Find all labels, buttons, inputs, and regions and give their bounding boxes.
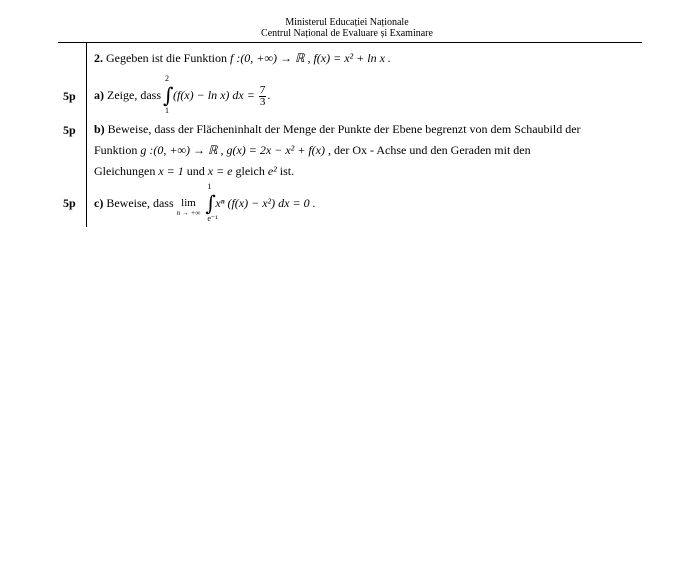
item-c-text: Beweise, dass [106, 196, 174, 210]
item-b-gleich: gleich [235, 164, 265, 178]
header-rule [58, 42, 642, 43]
item-c-points: 5p [63, 196, 76, 210]
item-b-points: 5p [63, 123, 76, 137]
item-a-text: Zeige, dass [107, 88, 161, 102]
limit-expression [177, 198, 201, 218]
column-divider-2 [86, 73, 87, 117]
item-b-e-squared: e² [267, 164, 277, 178]
item-c-label: c) [94, 196, 104, 210]
item-b-und: und [186, 164, 205, 178]
problem-intro [94, 51, 638, 65]
item-a-label: a) [94, 88, 104, 102]
item-b-ist: ist. [279, 164, 295, 178]
item-b-content [94, 119, 638, 182]
item-b-line2-rest: der Ox - Achse und den Geraden mit den [334, 143, 531, 157]
item-b-text1: Beweise, dass der Flächeninhalt der Menge der Punkte der Ebene begrenzt von dem Schaubild der [107, 122, 581, 136]
item-a-period: . [267, 88, 271, 102]
item-c-content [94, 182, 638, 224]
integral-lower-bound: 1 [164, 106, 169, 116]
lim-subscript: n → +∞ [176, 209, 201, 218]
item-a-fraction [259, 85, 267, 108]
item-a-integrand: (f(x) − ln x) dx = [172, 88, 255, 102]
item-b-x-equals-e: x = e [207, 164, 233, 178]
column-divider-1 [86, 43, 87, 73]
item-b-line3 [94, 161, 638, 182]
integral-symbol: ∫ [205, 190, 216, 216]
problem-number: 2. [94, 51, 103, 65]
integral-sign [204, 182, 218, 224]
integral-sign [162, 74, 174, 116]
integral-symbol: ∫ [162, 82, 174, 108]
item-b-funktion-word: Funktion [94, 143, 138, 157]
fraction-denominator: 3 [259, 95, 266, 108]
integral-upper-bound: 1 [207, 182, 212, 192]
evaluation-center-name: Centrul Național de Evaluare și Examinare [261, 28, 433, 39]
lim-word: lim [181, 197, 196, 210]
item-a-content [94, 74, 638, 116]
integral-upper-bound: 2 [164, 74, 169, 84]
item-b-x-equals-1: x = 1 [158, 164, 184, 178]
problem-intro-text: Gegeben ist die Funktion [106, 51, 227, 65]
item-b-label: b) [94, 122, 105, 136]
ministry-name: Ministerul Educației Naționale [285, 17, 409, 28]
item-b-line1 [94, 119, 638, 140]
item-b-g-definition: g :(0, +∞) → ℝ , g(x) = 2x − x² + f(x) , [140, 143, 332, 157]
column-divider-3 [86, 117, 87, 185]
item-c-integrand: xⁿ (f(x) − x²) dx = 0 . [215, 196, 316, 210]
item-a-points: 5p [63, 89, 76, 103]
integral-lower-bound: e⁻¹ [207, 214, 218, 224]
item-b-gleichungen: Gleichungen [94, 164, 156, 178]
function-definition: f :(0, +∞) → ℝ , f(x) = x² + ln x . [229, 51, 391, 65]
column-divider-4 [86, 185, 87, 227]
item-b-line2 [94, 140, 638, 161]
document-header [0, 17, 694, 39]
fraction-numerator: 7 [259, 83, 266, 96]
